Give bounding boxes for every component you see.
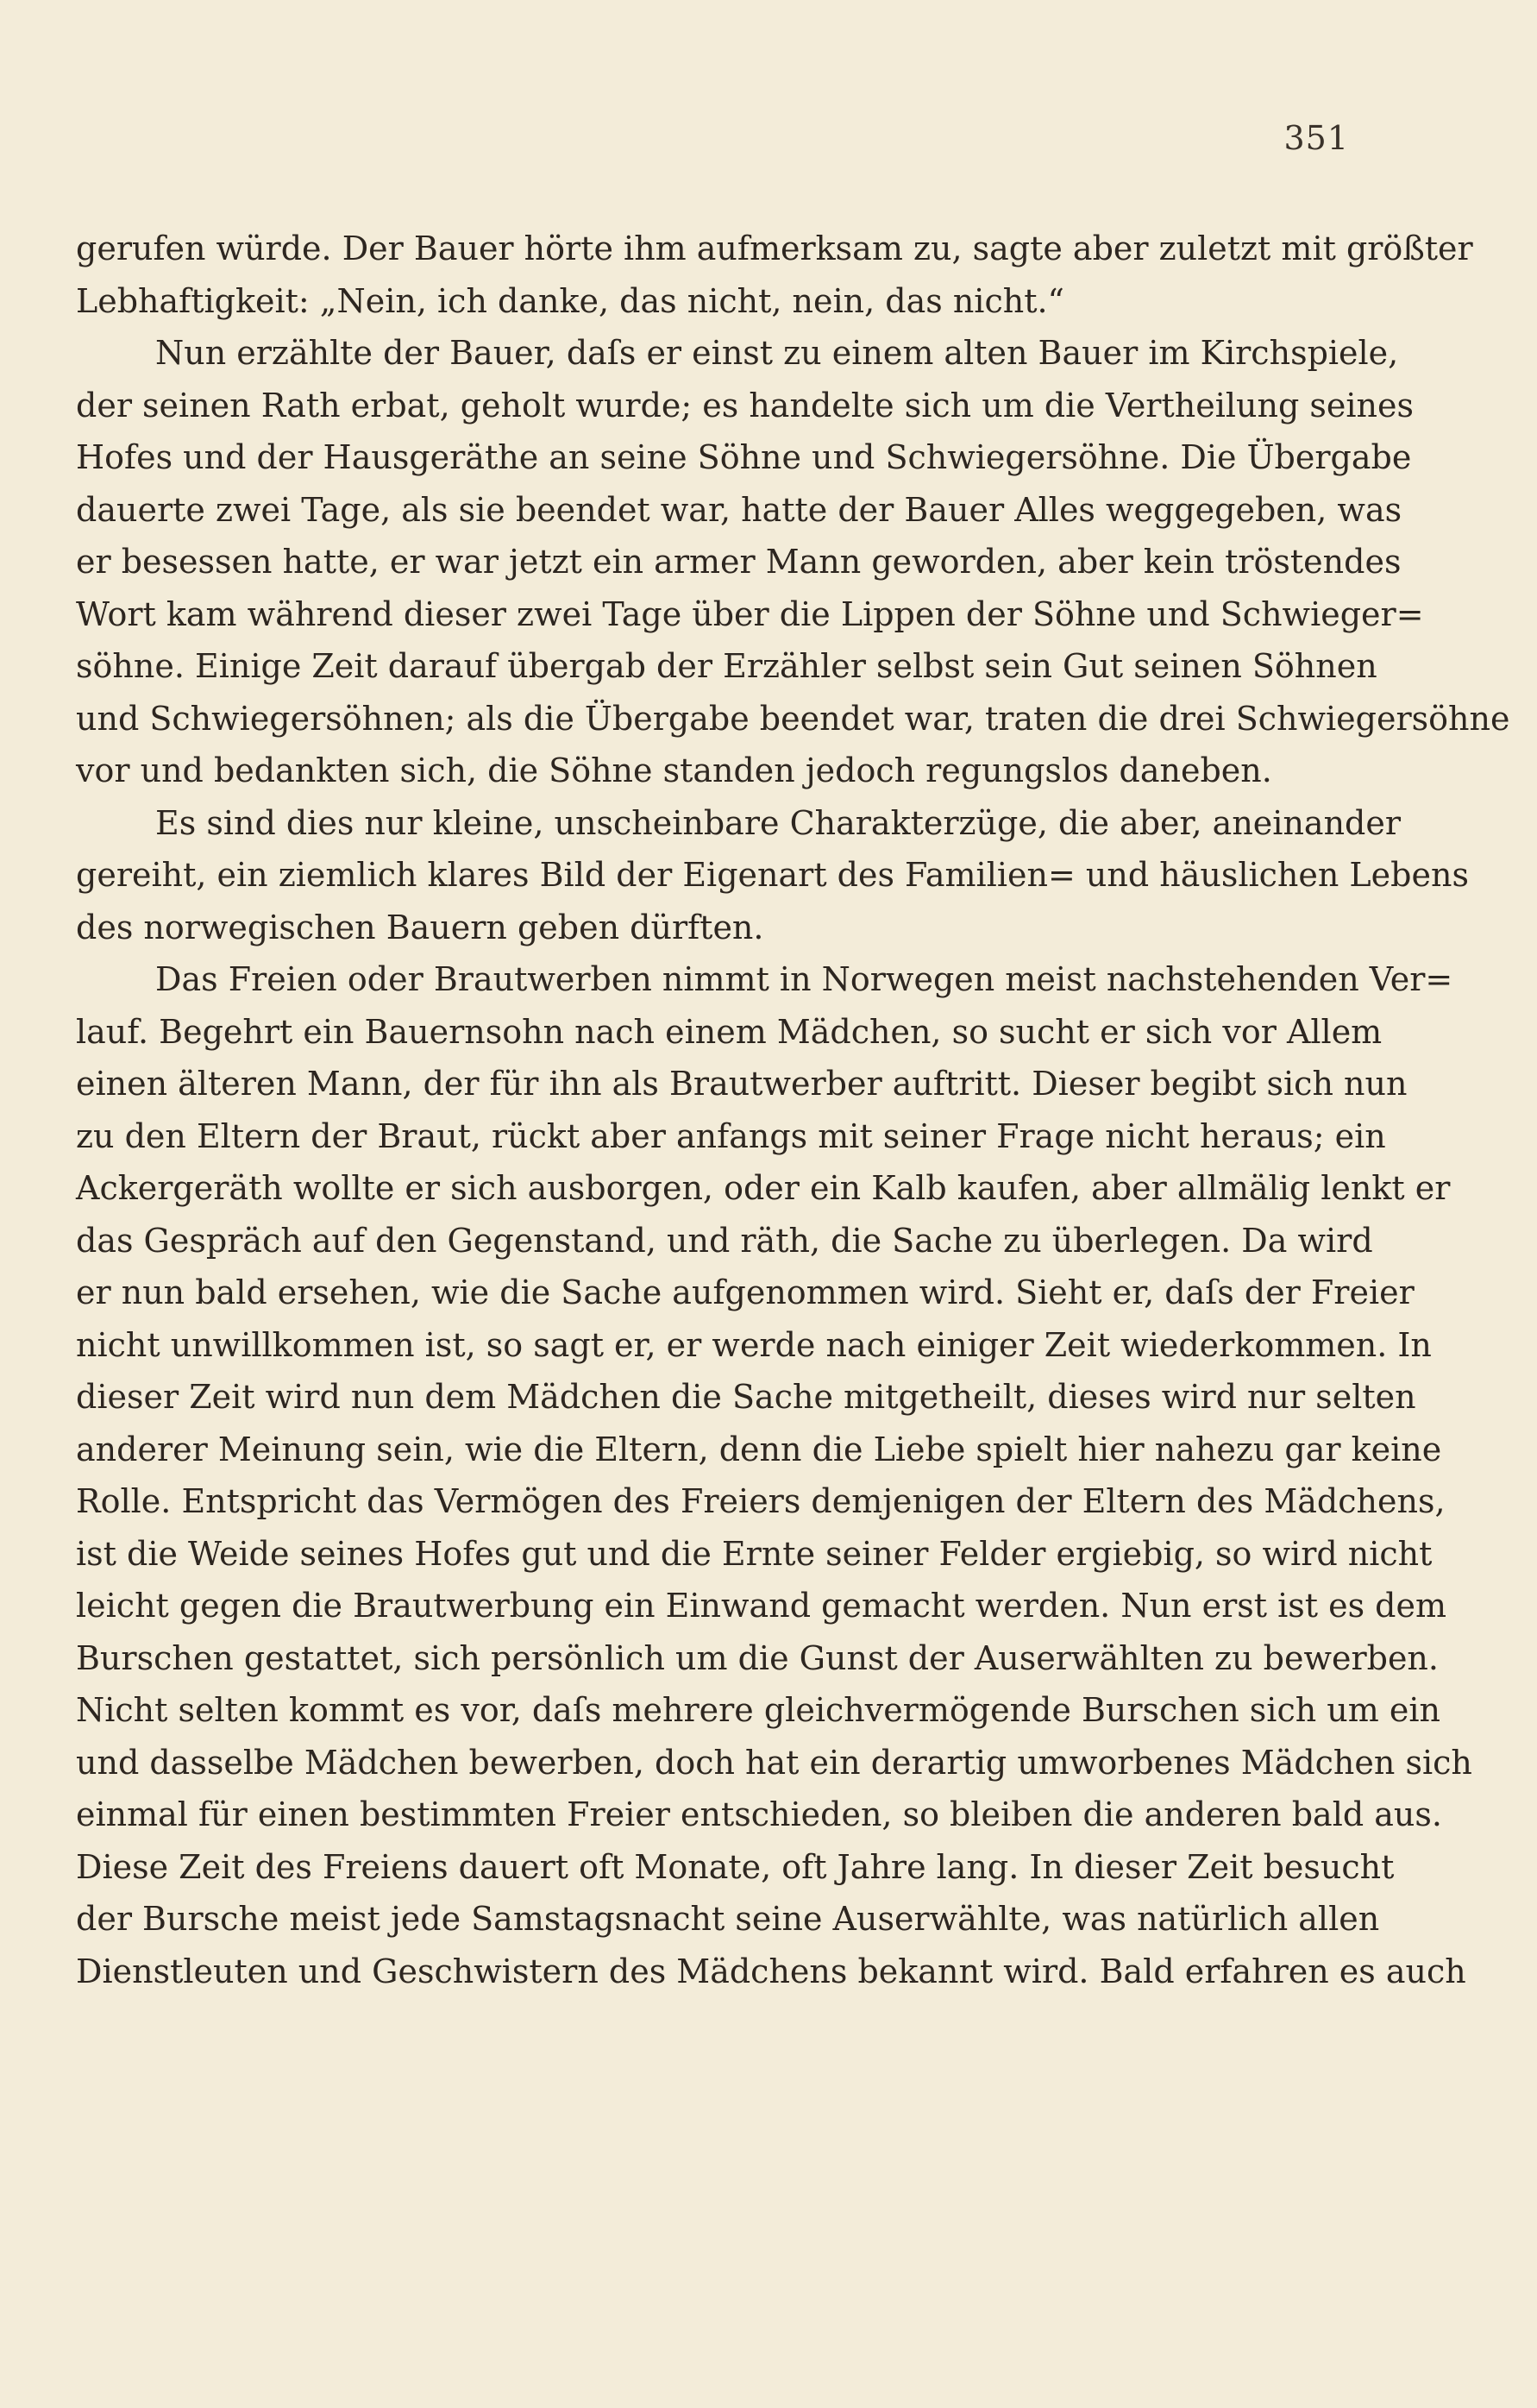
text-line: Nicht selten kommt es vor, daſs mehrere gleichvermögende Burschen sich um ein: [76, 1691, 1440, 1729]
text-line: Ackergeräth wollte er sich ausborgen, oder ein Kalb kaufen, aber allmälig lenkt er: [76, 1169, 1451, 1207]
text-line: einmal für einen bestimmten Freier entschieden, so bleiben die anderen bald aus.: [76, 1795, 1442, 1833]
text-line: söhne. Einige Zeit darauf übergab der Erzähler selbst sein Gut seinen Söhnen: [76, 647, 1377, 685]
text-line: der Bursche meist jede Samstagsnacht seine Auserwählte, was natürlich allen: [76, 1900, 1380, 1938]
text-line: dieser Zeit wird nun dem Mädchen die Sache mitgetheilt, dieses wird nur selten: [76, 1378, 1416, 1416]
text-line: leicht gegen die Brautwerbung ein Einwand gemacht werden. Nun erst ist es dem: [76, 1587, 1447, 1625]
text-line: ist die Weide seines Hofes gut und die Ernte seiner Felder ergiebig, so wird nicht: [76, 1534, 1433, 1573]
text-line: Diese Zeit des Freiens dauert oft Monate, oft Jahre lang. In dieser Zeit besucht: [76, 1847, 1395, 1886]
body-text: [76, 223, 1510, 1997]
page-number: 351: [1283, 119, 1349, 157]
text-line: Dienstleuten und Geschwistern des Mädchens bekannt wird. Bald erfahren es auch: [76, 1952, 1466, 1990]
paragraph: [76, 953, 1472, 1997]
text-line: Lebhaftigkeit: „Nein, ich danke, das nicht, nein, das nicht.“: [76, 281, 1064, 320]
text-line: gerufen würde. Der Bauer hörte ihm aufmerksam zu, sagte aber zuletzt mit größter: [76, 229, 1473, 267]
text-line: das Gespräch auf den Gegenstand, und räth, die Sache zu überlegen. Da wird: [76, 1221, 1373, 1260]
text-line: vor und bedankten sich, die Söhne standen jedoch regungslos daneben.: [76, 751, 1272, 789]
text-line: Burschen gestattet, sich persönlich um die Gunst der Auserwählten zu bewerben.: [76, 1638, 1439, 1677]
text-line: Wort kam während dieser zwei Tage über die Lippen der Söhne und Schwieger=: [76, 594, 1424, 633]
text-line: nicht unwillkommen ist, so sagt er, er werde nach einiger Zeit wiederkommen. In: [76, 1325, 1432, 1364]
text-line: dauerte zwei Tage, als sie beendet war, hatte der Bauer Alles weggegeben, was: [76, 490, 1402, 529]
text-line: zu den Eltern der Braut, rückt aber anfangs mit seiner Frage nicht heraus; ein: [76, 1116, 1386, 1155]
text-line: er besessen hatte, er war jetzt ein armer Mann geworden, aber kein tröstendes: [76, 543, 1402, 581]
text-line: und dasselbe Mädchen bewerben, doch hat ein derartig umworbenes Mädchen sich: [76, 1743, 1472, 1782]
paragraph: [76, 327, 1510, 797]
text-line: lauf. Begehrt ein Bauernsohn nach einem Mädchen, so sucht er sich vor Allem: [76, 1012, 1383, 1051]
text-line: Rolle. Entspricht das Vermögen des Freiers demjenigen der Eltern des Mädchens,: [76, 1482, 1446, 1520]
paragraph: [76, 797, 1469, 954]
text-line: des norwegischen Bauern geben dürften.: [76, 908, 764, 946]
paragraph: [76, 223, 1473, 327]
text-line: einen älteren Mann, der für ihn als Brautwerber auftritt. Dieser begibt sich nun: [76, 1065, 1408, 1103]
text-line: anderer Meinung sein, wie die Eltern, denn die Liebe spielt hier nahezu gar keine: [76, 1430, 1442, 1468]
text-line: Nun erzählte der Bauer, daſs er einst zu einem alten Bauer im Kirchspiele,: [155, 334, 1399, 372]
text-line: Es sind dies nur kleine, unscheinbare Charakterzüge, die aber, aneinander: [155, 803, 1402, 842]
text-line: Hofes und der Hausgeräthe an seine Söhne und Schwiegersöhne. Die Übergabe: [76, 438, 1412, 476]
text-line: der seinen Rath erbat, geholt wurde; es handelte sich um die Vertheilung seines: [76, 386, 1414, 424]
text-line: und Schwiegersöhnen; als die Übergabe beendet war, traten die drei Schwiegersöhne: [76, 699, 1510, 738]
text-line: er nun bald ersehen, wie die Sache aufgenommen wird. Sieht er, daſs der Freier: [76, 1273, 1415, 1311]
text-line: Das Freien oder Brautwerben nimmt in Norwegen meist nachstehenden Ver=: [155, 960, 1453, 998]
text-line: gereiht, ein ziemlich klares Bild der Eigenart des Familien= und häuslichen Lebens: [76, 856, 1469, 894]
